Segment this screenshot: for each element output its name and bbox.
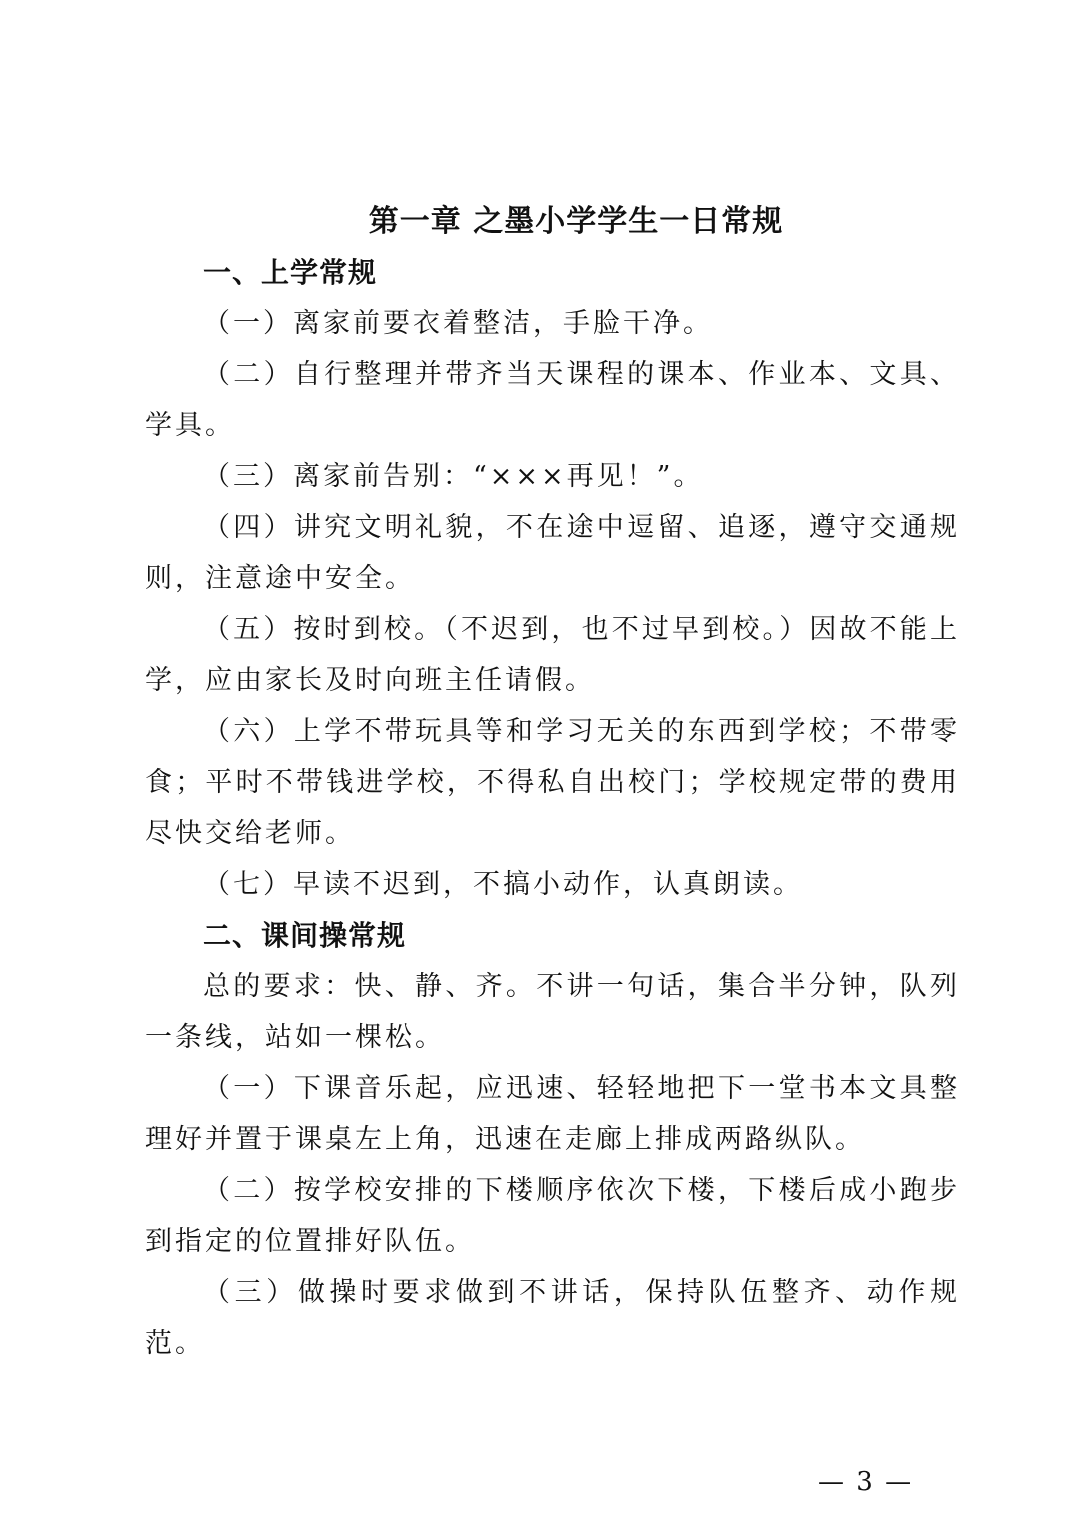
- rule-paragraph: （四）讲究文明礼貌，不在途中逗留、追逐，遵守交通规则，注意途中安全。: [145, 512, 960, 594]
- rule-paragraph: （二）按学校安排的下楼顺序依次下楼，下楼后成小跑步到指定的位置排好队伍。: [145, 1175, 960, 1257]
- section-school-arrival: [145, 247, 960, 910]
- rule-paragraph: （六）上学不带玩具等和学习无关的东西到学校；不带零食；平时不带钱进学校，不得私自出校门；学校规定带的费用尽快交给老师。: [145, 716, 960, 849]
- document-body: [145, 247, 960, 1369]
- rule-paragraph: （七）早读不迟到，不搞小动作，认真朗读。: [203, 869, 803, 900]
- chapter-title: 第一章 之墨小学学生一日常规: [368, 204, 784, 239]
- rule-paragraph: （三）做操时要求做到不讲话，保持队伍整齐、动作规范。: [145, 1277, 960, 1359]
- section-heading: 一、上学常规: [203, 256, 378, 289]
- rule-paragraph: 总的要求：快、静、齐。不讲一句话，集合半分钟，队列一条线，站如一棵松。: [145, 971, 960, 1053]
- page-number: — 3 —: [818, 1467, 914, 1497]
- rule-paragraph: （五）按时到校。（不迟到，也不过早到校。）因故不能上学，应由家长及时向班主任请假。: [145, 614, 960, 696]
- rule-paragraph: （三）离家前告别：“×××再见！”。: [203, 461, 704, 492]
- section-heading: 二、课间操常规: [203, 919, 407, 952]
- rule-paragraph: （二）自行整理并带齐当天课程的课本、作业本、文具、学具。: [145, 359, 960, 441]
- rule-paragraph: （一）离家前要衣着整洁，手脸干净。: [203, 308, 713, 339]
- rule-paragraph: （一）下课音乐起，应迅速、轻轻地把下一堂书本文具整理好并置于课桌左上角，迅速在走廊上排成两路纵队。: [145, 1073, 960, 1155]
- section-break-exercise: [145, 910, 960, 1369]
